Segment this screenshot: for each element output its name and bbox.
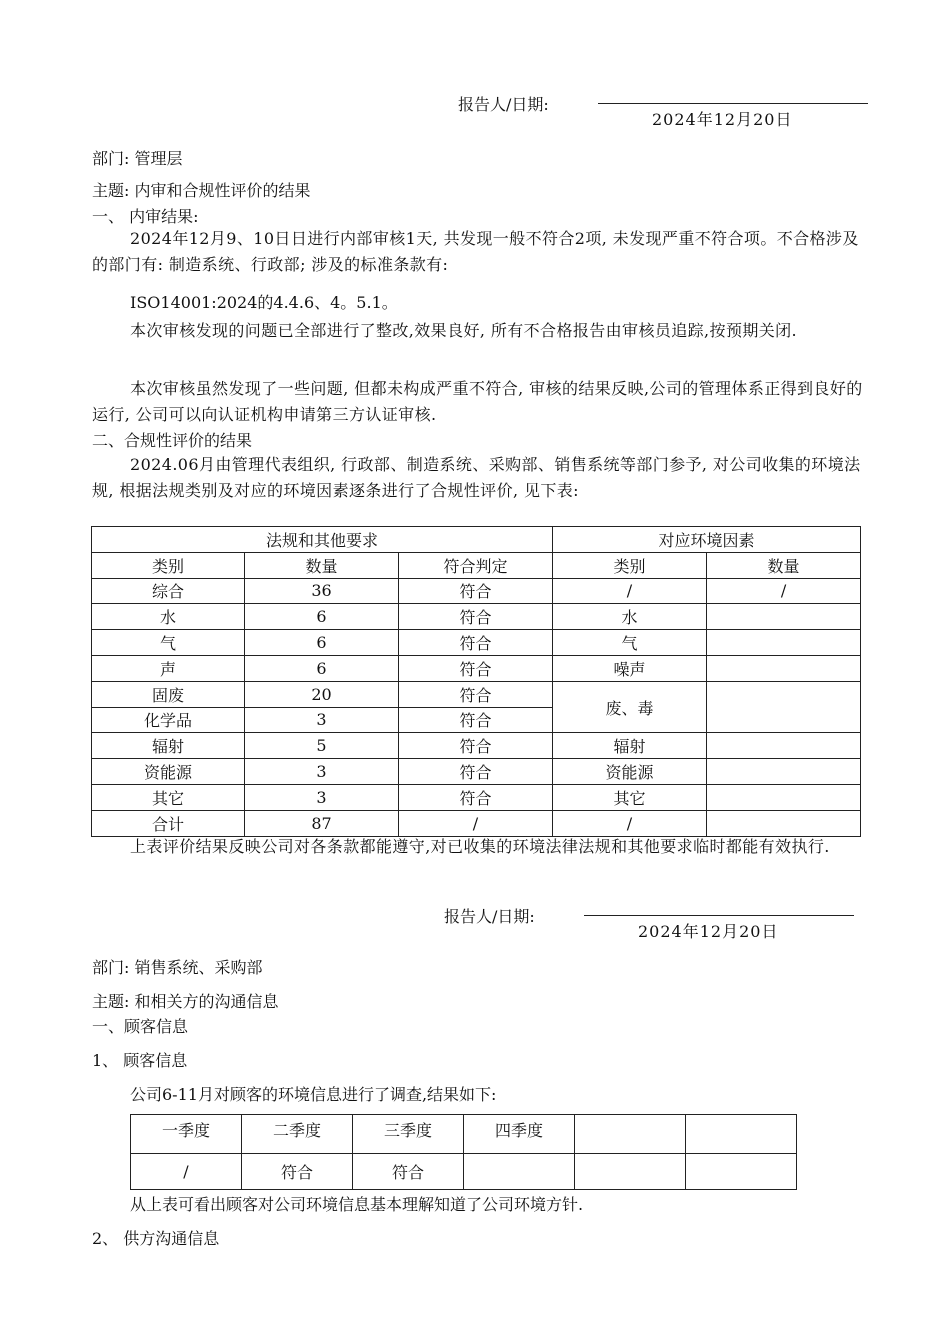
quarter-header: 一季度 [131,1115,242,1154]
table-cell: 符合 [399,630,553,656]
paragraph-survey-conclusion: 从上表可看出顾客对公司环境信息基本理解知道了公司环境方针. [130,1195,584,1214]
section-title-compliance: 二、合规性评价的结果 [92,431,253,450]
paragraph-compliance-conclusion: 上表评价结果反映公司对各条款都能遵守,对已收集的环境法律法规和其他要求临时都能有效执行. [130,837,830,856]
table-cell: 气 [553,630,707,656]
table-cell: 噪声 [553,655,707,681]
table-cell: 20 [245,681,399,707]
table-cell: 其它 [92,784,245,810]
table-cell: 水 [553,604,707,630]
signature-line [598,103,868,104]
table-cell: 符合 [353,1154,464,1190]
table-cell: 合计 [92,810,245,836]
reporter-date-label-2: 报告人/日期: [444,907,535,926]
table-cell: 符合 [399,707,553,733]
table-cell-merged: 废、毒 [553,681,707,733]
table-cell: 固废 [92,681,245,707]
table-row [92,733,861,759]
table-cell [686,1154,797,1190]
table-cell: 3 [245,759,399,785]
item-customer-info: 1、 顾客信息 [92,1051,188,1070]
table-cell: / [399,810,553,836]
department-line-2: 部门: 销售系统、采购部 [92,958,263,977]
table-row [92,681,861,707]
subject-line-2: 主题: 和相关方的沟通信息 [92,992,279,1011]
table-cell: 化学品 [92,707,245,733]
signature-line-2 [584,915,854,916]
table-cell [707,733,861,759]
department-line: 部门: 管理层 [92,149,183,168]
table-row [92,655,861,681]
table-row [92,578,861,604]
group-header-env-factors: 对应环境因素 [553,527,861,553]
table-cell: 符合 [399,681,553,707]
table-row [92,604,861,630]
paragraph-corrective-actions: 本次审核发现的问题已全部进行了整改,效果良好, 所有不合格报告由审核员追踪,按预期关闭. [130,321,798,340]
paragraph-audit-conclusion: 本次审核虽然发现了一些问题, 但都未构成严重不符合, 审核的结果反映,公司的管理体系正得到良好的运行, 公司可以向认证机构申请第三方认证审核. [92,379,863,424]
table-cell: 6 [245,655,399,681]
paragraph-survey: 公司6-11月对顾客的环境信息进行了调查,结果如下: [130,1085,497,1104]
table-header-row [131,1115,797,1154]
col-header-category: 类别 [92,552,245,578]
table-cell: 6 [245,604,399,630]
table-row [92,784,861,810]
table-cell: 符合 [242,1154,353,1190]
group-header-regulations: 法规和其他要求 [92,527,553,553]
table-row [131,1154,797,1190]
paragraph-iso-clause: ISO14001:2024的4.4.6、4。5.1。 [130,293,398,312]
col-header-factor-category: 类别 [553,552,707,578]
table-cell: 87 [245,810,399,836]
table-row [92,759,861,785]
table-cell: 资能源 [553,759,707,785]
paragraph-compliance-intro: 2024.06月由管理代表组织, 行政部、制造系统、采购部、销售系统等部门参予, 对公司收集的环境法规, 根据法规类别及对应的环境因素逐条进行了合规性评价, 见下表: [92,455,861,500]
table-cell: 综合 [92,578,245,604]
table-cell [575,1115,686,1154]
table-cell: 符合 [399,655,553,681]
table-cell: 符合 [399,733,553,759]
table-cell: 资能源 [92,759,245,785]
table-cell: / [553,578,707,604]
subject-line: 主题: 内审和合规性评价的结果 [92,181,311,200]
table-cell-merged [707,681,861,733]
table-cell: 声 [92,655,245,681]
report-date-2: 2024年12月20日 [638,922,779,941]
table-row [92,630,861,656]
report-date: 2024年12月20日 [652,110,793,129]
table-cell: 符合 [399,578,553,604]
table-cell [707,655,861,681]
item-supplier-info: 2、 供方沟通信息 [92,1229,220,1248]
col-header-factor-quantity: 数量 [707,552,861,578]
table-cell [707,604,861,630]
table-cell: 符合 [399,784,553,810]
column-header-row [92,552,861,578]
col-header-quantity: 数量 [245,552,399,578]
table-cell: 符合 [399,759,553,785]
compliance-table [91,526,861,837]
section-title-customer: 一、顾客信息 [92,1017,189,1036]
table-cell: 符合 [399,604,553,630]
reporter-date-label: 报告人/日期: [458,95,549,114]
paragraph-audit-summary: 2024年12月9、10日日进行内部审核1天, 共发现一般不符合2项, 未发现严重不符合项。不合格涉及的部门有: 制造系统、行政部; 涉及的标准条款有: [92,229,859,274]
table-cell [707,630,861,656]
table-cell: 5 [245,733,399,759]
table-cell: / [553,810,707,836]
table-cell: 3 [245,784,399,810]
table-cell [686,1115,797,1154]
table-cell: 其它 [553,784,707,810]
table-cell [575,1154,686,1190]
section-title-internal-audit: 一、 内审结果: [92,207,199,226]
table-cell: 3 [245,707,399,733]
quarter-header: 二季度 [242,1115,353,1154]
col-header-compliance: 符合判定 [399,552,553,578]
table-cell [707,759,861,785]
table-cell: 辐射 [553,733,707,759]
table-cell: / [707,578,861,604]
customer-survey-table [130,1114,797,1190]
table-cell: / [131,1154,242,1190]
table-row-total [92,810,861,836]
table-cell: 辐射 [92,733,245,759]
table-cell: 36 [245,578,399,604]
table-cell: 水 [92,604,245,630]
quarter-header: 三季度 [353,1115,464,1154]
quarter-header: 四季度 [464,1115,575,1154]
table-cell [464,1154,575,1190]
table-cell [707,784,861,810]
table-cell: 气 [92,630,245,656]
table-cell: 6 [245,630,399,656]
table-cell [707,810,861,836]
